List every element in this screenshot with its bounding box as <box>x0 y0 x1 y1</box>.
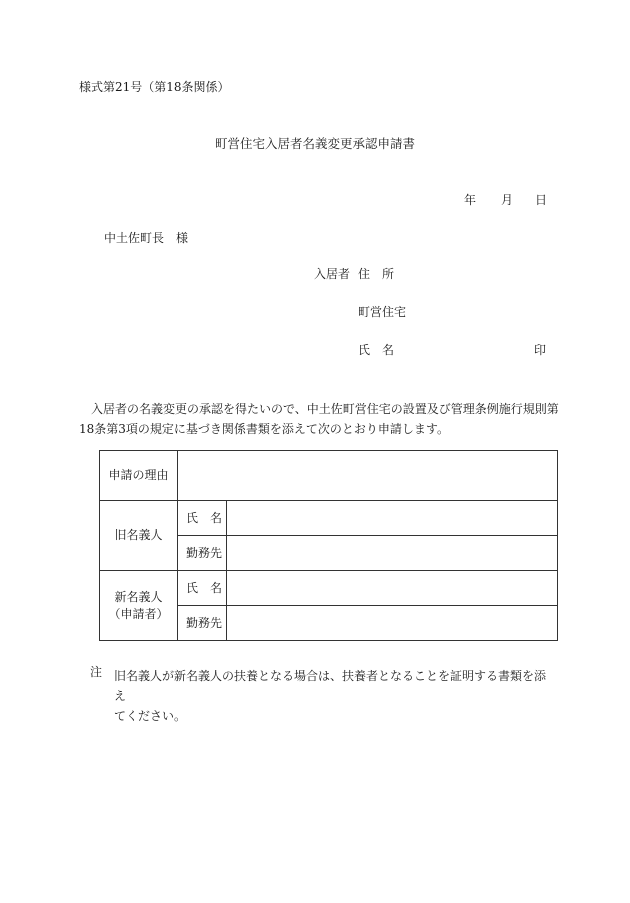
new-holder-name-row <box>100 571 558 606</box>
application-table <box>99 450 558 641</box>
old-holder-label: 旧名義人 <box>100 501 178 571</box>
resident-label: 入居者 <box>314 267 351 281</box>
new-holder-work-label: 勤務先 <box>178 606 227 641</box>
new-holder-work-field[interactable] <box>227 606 558 641</box>
housing-label: 町営住宅 <box>358 305 407 319</box>
new-holder-name-label: 氏 名 <box>178 571 227 606</box>
note-text <box>114 666 554 726</box>
new-holder-label-line-1: 新名義人 <box>114 589 163 604</box>
reason-label: 申請の理由 <box>100 451 178 501</box>
old-holder-name-row <box>100 501 558 536</box>
request-paragraph <box>79 399 559 439</box>
paragraph-line-2: 18条第3項の規定に基づき関係書類を添えて次のとおり申請します。 <box>79 422 449 436</box>
date-month-label: 月 <box>501 193 514 207</box>
paragraph-line-1: 入居者の名義変更の承認を得たいので、中土佐町営住宅の設置及び管理条例施行規則第 <box>91 402 559 416</box>
new-holder-label-line-2: （申請者） <box>108 606 169 621</box>
old-holder-name-field[interactable] <box>227 501 558 536</box>
old-holder-work-label: 勤務先 <box>178 536 227 571</box>
document-title: 町営住宅入居者名義変更承認申請書 <box>214 136 415 151</box>
old-holder-work-field[interactable] <box>227 536 558 571</box>
note-line-1: 旧名義人が新名義人の扶養となる場合は、扶養者となることを証明する書類を添え <box>114 669 547 703</box>
form-number: 様式第21号（第18条関係） <box>79 80 230 94</box>
old-holder-name-label: 氏 名 <box>178 501 227 536</box>
applicant-name-label: 氏 名 <box>358 343 395 357</box>
seal-mark: 印 <box>534 343 547 357</box>
reason-field[interactable] <box>178 451 558 501</box>
note-marker: 注 <box>90 665 103 679</box>
reason-row <box>100 451 558 501</box>
address-label: 住 所 <box>358 267 395 281</box>
new-holder-label <box>100 571 178 641</box>
recipient: 中土佐町長 様 <box>104 231 189 245</box>
date-year-label: 年 <box>464 193 477 207</box>
note-line-2: てください。 <box>114 709 187 723</box>
new-holder-name-field[interactable] <box>227 571 558 606</box>
date-day-label: 日 <box>535 193 548 207</box>
